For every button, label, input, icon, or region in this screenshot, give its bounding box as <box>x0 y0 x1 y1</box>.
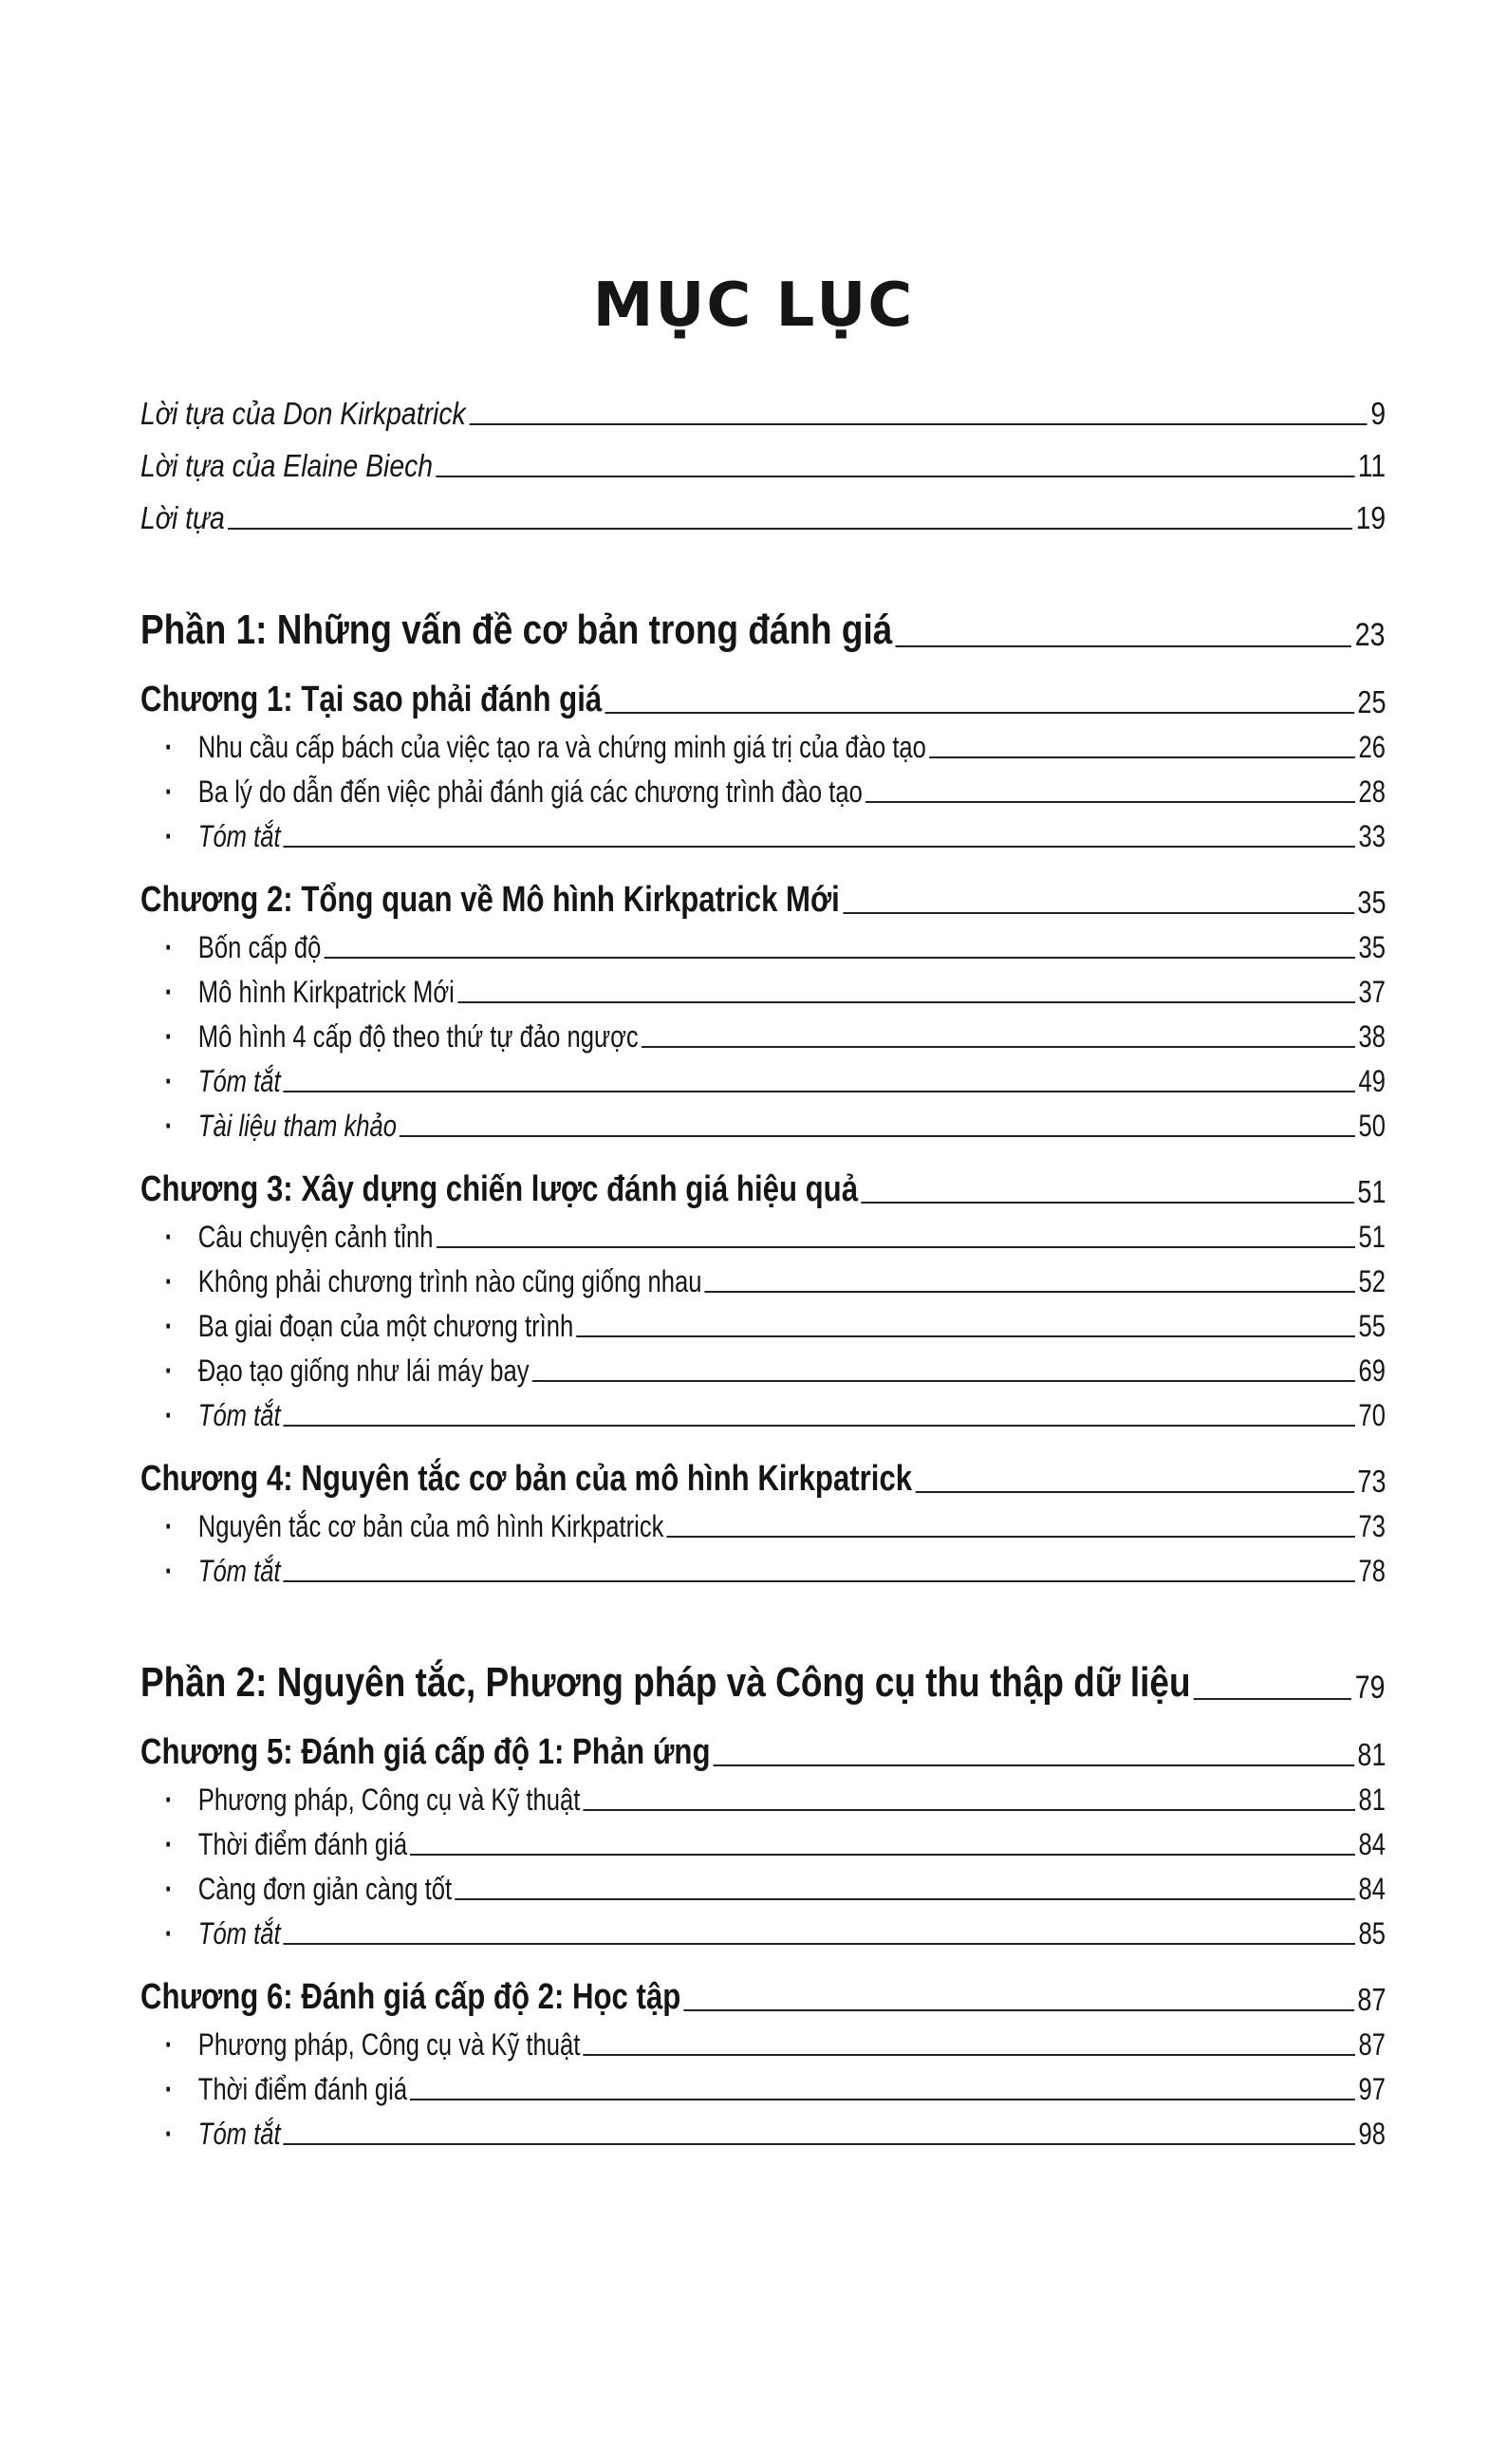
toc-item-label <box>140 730 926 765</box>
toc-item <box>140 1907 1386 1951</box>
page-number: 81 <box>1358 1783 1386 1817</box>
chapter-heading <box>140 667 1386 720</box>
toc-item-label <box>140 1109 397 1144</box>
toc-item-label <box>140 1019 639 1055</box>
leader-line <box>437 1246 1356 1248</box>
leader-line <box>469 423 1367 425</box>
toc-item-text: Phương pháp, Công cụ và Kỹ thuật <box>197 1783 581 1817</box>
toc-item-label <box>140 1916 281 1951</box>
page-number: 79 <box>1354 1670 1386 1706</box>
spacer <box>140 1707 1386 1720</box>
page-number: 85 <box>1358 1916 1386 1951</box>
chapter-heading <box>140 1720 1386 1773</box>
toc-item-label <box>140 2072 407 2107</box>
leader-line <box>410 2099 1355 2100</box>
toc-item-text: Phương pháp, Công cụ và Kỹ thuật <box>197 2027 581 2062</box>
bullet-icon: · <box>164 2117 174 2151</box>
toc-item <box>140 1299 1386 1344</box>
toc-item <box>140 765 1386 810</box>
chapter-heading-label: Chương 6: Đánh giá cấp độ 2: Học tập <box>140 1977 681 2017</box>
toc-item <box>140 1862 1386 1907</box>
leader-line <box>410 1854 1355 1856</box>
toc-item <box>140 1010 1386 1055</box>
page-number: 38 <box>1358 1019 1386 1054</box>
toc-item-text: Câu chuyện cảnh tỉnh <box>197 1220 434 1254</box>
toc-item-text: Càng đơn giản càng tốt <box>197 1872 453 1906</box>
toc-item-label <box>140 975 455 1010</box>
spacer <box>140 1589 1386 1646</box>
leader-line <box>284 2143 1356 2145</box>
page-number: 70 <box>1358 1398 1386 1432</box>
toc-item <box>140 1255 1386 1299</box>
bullet-icon: · <box>164 819 174 853</box>
page-number: 69 <box>1358 1353 1386 1388</box>
leader-line <box>532 1380 1356 1382</box>
toc-item <box>140 2107 1386 2152</box>
leader-line <box>284 1425 1356 1427</box>
toc-item <box>140 810 1386 854</box>
leader-line <box>400 1135 1355 1137</box>
toc-item-text: Mô hình Kirkpatrick Mới <box>197 975 455 1009</box>
page-number: 26 <box>1358 730 1386 764</box>
bullet-icon: · <box>164 730 174 764</box>
toc-item <box>140 1544 1386 1589</box>
spacer <box>140 1433 1386 1447</box>
leader-line <box>843 912 1354 914</box>
toc-item <box>140 1055 1386 1099</box>
page-number: 55 <box>1358 1309 1386 1343</box>
toc-item-text: Đạo tạo giống như lái máy bay <box>197 1353 530 1388</box>
chapter-heading-label: Chương 4: Nguyên tắc cơ bản của mô hình Kirkpatrick <box>140 1459 913 1499</box>
front-matter-entry-label: Lời tựa của Don Kirkpatrick <box>140 396 466 431</box>
bullet-icon: · <box>164 2072 174 2106</box>
toc-item-text: Không phải chương trình nào cũng giống nhau <box>197 1264 702 1298</box>
leader-line <box>714 1764 1354 1766</box>
bullet-icon: · <box>164 775 174 809</box>
toc-item-label <box>140 1220 433 1255</box>
page-number: 87 <box>1358 2027 1386 2062</box>
bullet-icon: · <box>164 1309 174 1343</box>
chapter-heading-label: Chương 5: Đánh giá cấp độ 1: Phản ứng <box>140 1732 711 1772</box>
toc-item <box>140 1389 1386 1433</box>
toc-item-text: Tóm tắt <box>197 819 281 853</box>
bullet-icon: · <box>164 1019 174 1054</box>
leader-line <box>325 957 1356 959</box>
toc-item-label <box>140 2027 580 2063</box>
page-number: 51 <box>1358 1220 1386 1254</box>
toc-item-label <box>140 1783 580 1818</box>
leader-line <box>584 2054 1356 2056</box>
leader-line <box>684 2009 1355 2011</box>
toc-item-label <box>140 775 863 810</box>
bullet-icon: · <box>164 1509 174 1543</box>
part-heading <box>140 593 1385 654</box>
page-number: 84 <box>1358 1827 1386 1861</box>
spacer <box>140 1951 1386 1965</box>
bullet-icon: · <box>164 1827 174 1861</box>
page-number: 51 <box>1357 1174 1386 1209</box>
bullet-icon: · <box>164 1109 174 1143</box>
toc-item-text: Tóm tắt <box>197 1916 281 1951</box>
page-number: 9 <box>1370 396 1386 431</box>
chapter-heading <box>140 1157 1386 1210</box>
page-number: 78 <box>1358 1554 1386 1588</box>
leader-line <box>284 1091 1356 1092</box>
page-number: 98 <box>1358 2117 1386 2151</box>
spacer <box>140 654 1386 667</box>
toc-item <box>140 720 1386 765</box>
toc-item-text: Thời điểm đánh giá <box>197 2072 408 2106</box>
leader-line <box>284 846 1356 848</box>
toc-item-text: Tài liệu tham khảo <box>197 1109 397 1143</box>
toc-item-text: Tóm tắt <box>197 1064 281 1098</box>
leader-line <box>228 528 1352 530</box>
front-matter-entry-label: Lời tựa của Elaine Biech <box>140 448 434 483</box>
toc-item-label <box>140 2117 281 2152</box>
chapter-heading-label: Chương 2: Tổng quan về Mô hình Kirkpatrick Mới <box>140 880 840 920</box>
page-number: 52 <box>1358 1264 1386 1298</box>
spacer <box>140 854 1386 868</box>
chapter-heading <box>140 868 1386 921</box>
bullet-icon: · <box>164 1220 174 1254</box>
page-number: 11 <box>1357 448 1386 483</box>
part-heading <box>140 1646 1385 1707</box>
toc-item-label <box>140 1398 281 1433</box>
page-number: 73 <box>1357 1464 1386 1499</box>
page-number: 25 <box>1357 684 1386 719</box>
toc-item-label <box>140 1872 452 1907</box>
leader-line <box>576 1335 1355 1337</box>
page-number: 35 <box>1357 885 1386 920</box>
page-number: 37 <box>1358 975 1386 1009</box>
toc-item-label <box>140 1827 407 1862</box>
toc-item <box>140 965 1386 1010</box>
toc-item-label <box>140 1554 281 1589</box>
bullet-icon: · <box>164 1916 174 1951</box>
toc-item-label <box>140 1309 573 1344</box>
toc-item <box>140 2018 1386 2063</box>
chapter-heading-label: Chương 3: Xây dựng chiến lược đánh giá hiệu quả <box>140 1169 859 1209</box>
bullet-icon: · <box>164 2027 174 2062</box>
bullet-icon: · <box>164 930 174 964</box>
leader-line <box>705 1291 1356 1293</box>
bullet-icon: · <box>164 1264 174 1298</box>
front-matter-entry-label: Lời tựa <box>140 500 225 535</box>
front-matter-entry <box>140 432 1386 484</box>
toc-item <box>140 1818 1386 1862</box>
toc-item-text: Tóm tắt <box>197 1398 281 1432</box>
leader-line <box>284 1943 1356 1945</box>
leader-line <box>642 1046 1355 1048</box>
page-number: 84 <box>1358 1872 1386 1906</box>
toc-item-label <box>140 1353 530 1389</box>
bullet-icon: · <box>164 1872 174 1906</box>
page-number: 73 <box>1358 1509 1386 1543</box>
leader-line <box>457 1001 1355 1003</box>
toc-item-label <box>140 1509 663 1544</box>
leader-line <box>1194 1698 1351 1700</box>
bullet-icon: · <box>164 1783 174 1817</box>
page-number: 49 <box>1358 1064 1386 1098</box>
toc-item <box>140 921 1386 965</box>
bullet-icon: · <box>164 1554 174 1588</box>
spacer <box>140 536 1386 593</box>
part-heading-label: Phần 1: Những vấn đề cơ bản trong đánh giá <box>140 607 893 653</box>
toc-item <box>140 1500 1386 1544</box>
bullet-icon: · <box>164 1064 174 1098</box>
page-number: 35 <box>1358 930 1386 964</box>
toc-item-text: Bốn cấp độ <box>197 930 322 964</box>
page-number: 19 <box>1355 500 1386 535</box>
table-of-contents <box>140 380 1386 2152</box>
leader-line <box>455 1898 1355 1900</box>
toc-item <box>140 1099 1386 1144</box>
page-title: MỤC LỤC <box>592 271 915 341</box>
page-number: 87 <box>1357 1982 1386 2017</box>
page-number: 81 <box>1357 1737 1386 1772</box>
leader-line <box>929 756 1355 758</box>
leader-line <box>915 1491 1354 1493</box>
page-number: 33 <box>1358 819 1386 853</box>
toc-item-text: Mô hình 4 cấp độ theo thứ tự đảo ngược <box>197 1019 639 1054</box>
bullet-icon: · <box>164 975 174 1009</box>
toc-item-text: Tóm tắt <box>197 1554 281 1588</box>
page-number: 23 <box>1354 617 1386 653</box>
page-number: 28 <box>1358 775 1386 809</box>
page-number: 50 <box>1358 1109 1386 1143</box>
leader-line <box>284 1580 1356 1582</box>
bullet-icon: · <box>164 1353 174 1388</box>
toc-item <box>140 2063 1386 2107</box>
toc-item-text: Tóm tắt <box>197 2117 281 2151</box>
chapter-heading <box>140 1447 1386 1500</box>
toc-item-text: Ba giai đoạn của một chương trình <box>197 1309 574 1343</box>
toc-item <box>140 1344 1386 1389</box>
front-matter-entry <box>140 484 1386 536</box>
chapter-heading-label: Chương 1: Tại sao phải đánh giá <box>140 680 603 719</box>
toc-item-text: Nguyên tắc cơ bản của mô hình Kirkpatrick <box>197 1509 664 1543</box>
leader-line <box>667 1536 1356 1538</box>
leader-line <box>865 801 1355 803</box>
part-heading-label: Phần 2: Nguyên tắc, Phương pháp và Công cụ thu thập dữ liệu <box>140 1659 1191 1706</box>
toc-item-label <box>140 819 281 854</box>
toc-item-text: Thời điểm đánh giá <box>197 1827 408 1861</box>
leader-line <box>896 645 1352 647</box>
toc-item-label <box>140 1264 701 1299</box>
chapter-heading <box>140 1965 1386 2018</box>
leader-line <box>584 1809 1356 1811</box>
page-number: 97 <box>1358 2072 1386 2106</box>
toc-item <box>140 1773 1386 1818</box>
leader-line <box>861 1202 1354 1204</box>
spacer <box>140 1144 1386 1157</box>
toc-item-text: Ba lý do dẫn đến việc phải đánh giá các chương trình đào tạo <box>197 775 863 809</box>
bullet-icon: · <box>164 1398 174 1432</box>
toc-item-label <box>140 930 321 965</box>
leader-line <box>605 712 1354 714</box>
toc-item-label <box>140 1064 281 1099</box>
toc-item <box>140 1210 1386 1255</box>
toc-item-text: Nhu cầu cấp bách của việc tạo ra và chứng minh giá trị của đào tạo <box>197 730 926 764</box>
front-matter-entry <box>140 380 1386 432</box>
leader-line <box>437 476 1355 477</box>
